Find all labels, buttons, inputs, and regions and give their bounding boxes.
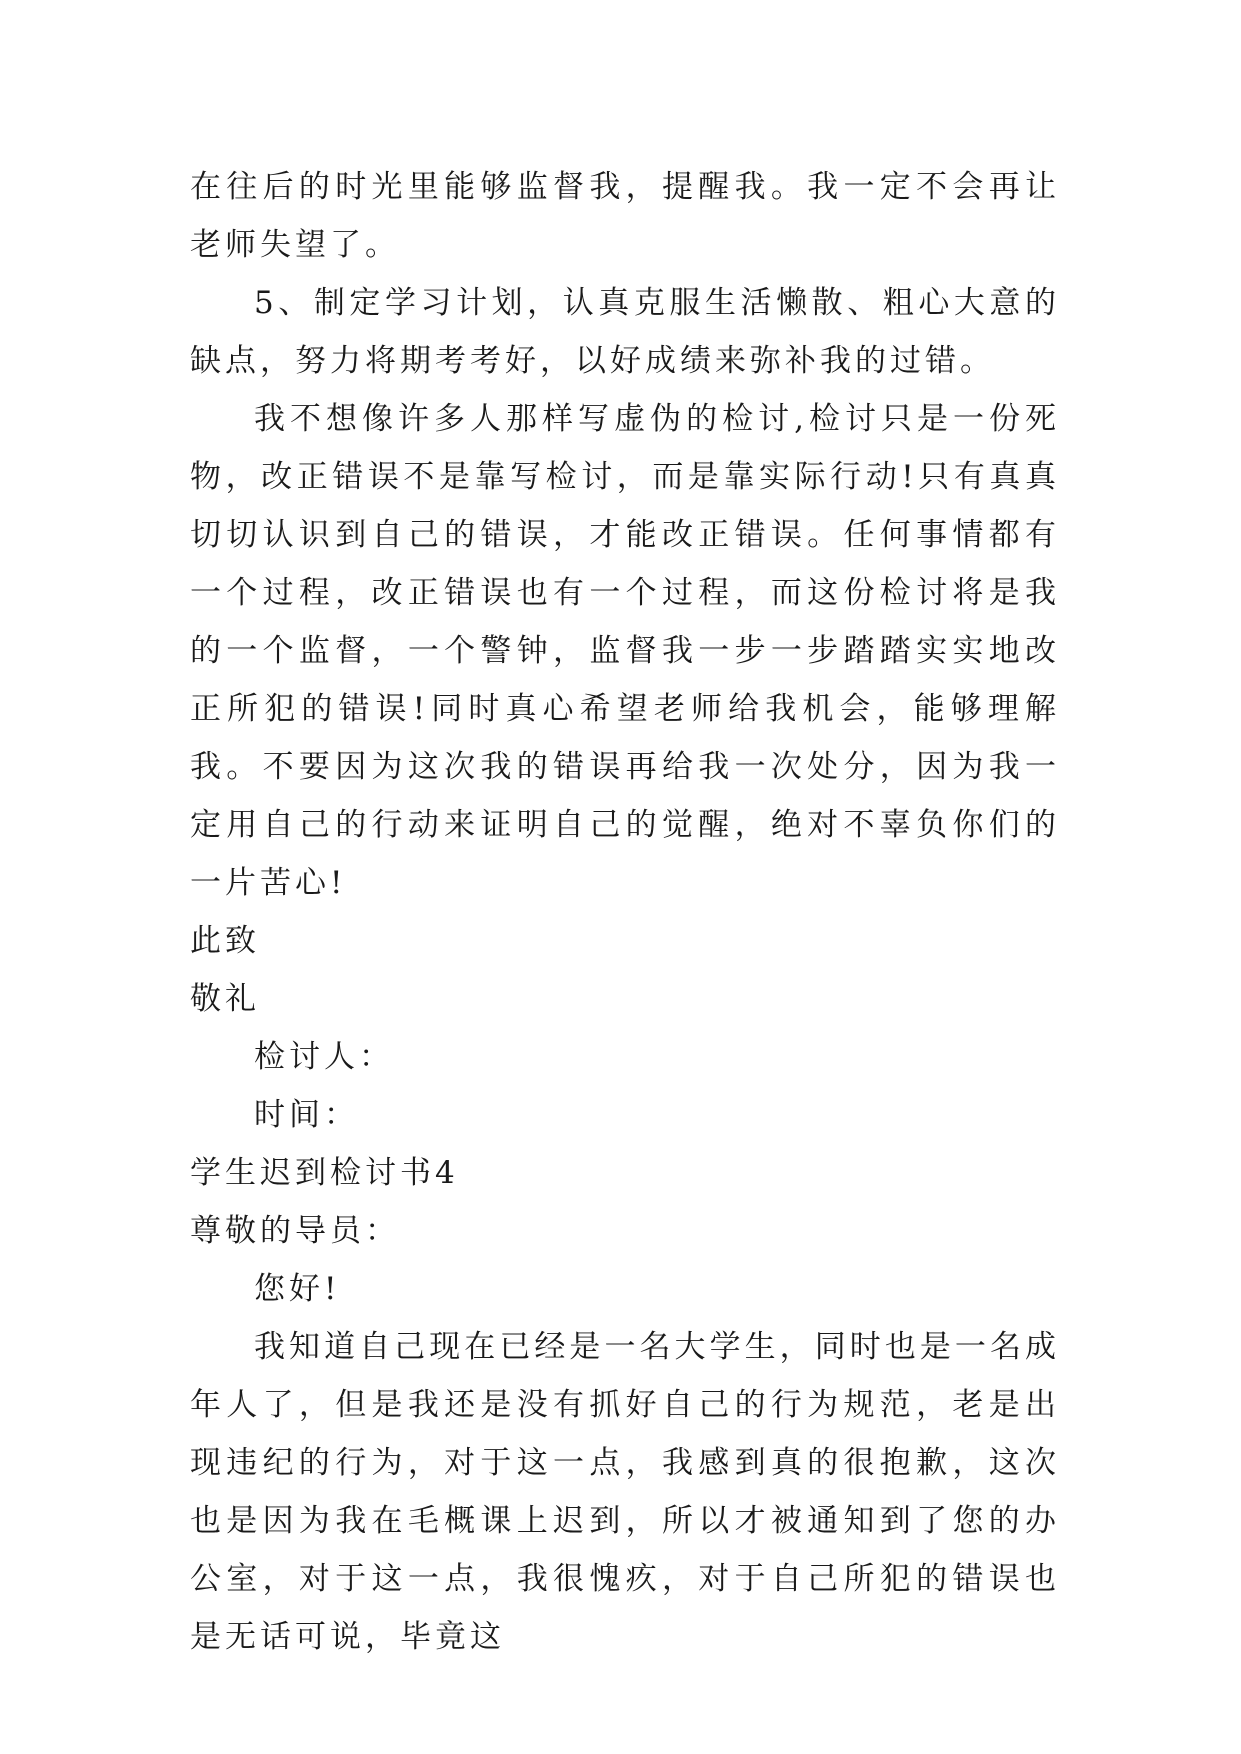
- closing-line-1: 此致: [190, 923, 260, 959]
- time-label: 时间：: [254, 1097, 359, 1133]
- paragraph-item-5: 5、制定学习计划，认真克服生活懒散、粗心大意的缺点，努力将期考考好，以好成绩来弥补我的过错。: [190, 285, 1060, 379]
- greeting: 您好!: [254, 1271, 341, 1307]
- signer-label: 检讨人：: [254, 1039, 394, 1075]
- closing-line-2: 敬礼: [190, 981, 260, 1017]
- paragraph-continuation: 在往后的时光里能够监督我，提醒我。我一定不会再让老师失望了。: [190, 169, 1060, 263]
- paragraph-main: 我不想像许多人那样写虚伪的检讨,检讨只是一份死物，改正错误不是靠写检讨，而是靠实际行动!只有真真切切认识到自己的错误，才能改正错误。任何事情都有一个过程，改正错误也有一个过程，而这份检讨将是我的一个监督，一个警钟，监督我一步一步踏踏实实地改正所犯的错误!同时真心希望老师给我机会，能够理解我。不要因为这次我的错误再给我一次处分，因为我一定用自己的行动来证明自己的觉醒，绝对不辜负你们的一片苦心!: [190, 401, 1060, 901]
- paragraph-final: 我知道自己现在已经是一名大学生，同时也是一名成年人了，但是我还是没有抓好自己的行为规范，老是出现违纪的行为，对于这一点，我感到真的很抱歉，这次也是因为我在毛概课上迟到，所以才被通知到了您的办公室，对于这一点，我很愧疚，对于自己所犯的错误也是无话可说，毕竟这: [190, 1329, 1060, 1655]
- section-title: 学生迟到检讨书4: [190, 1155, 459, 1191]
- salutation: 尊敬的导员：: [190, 1213, 400, 1249]
- document-body: [190, 158, 1060, 1666]
